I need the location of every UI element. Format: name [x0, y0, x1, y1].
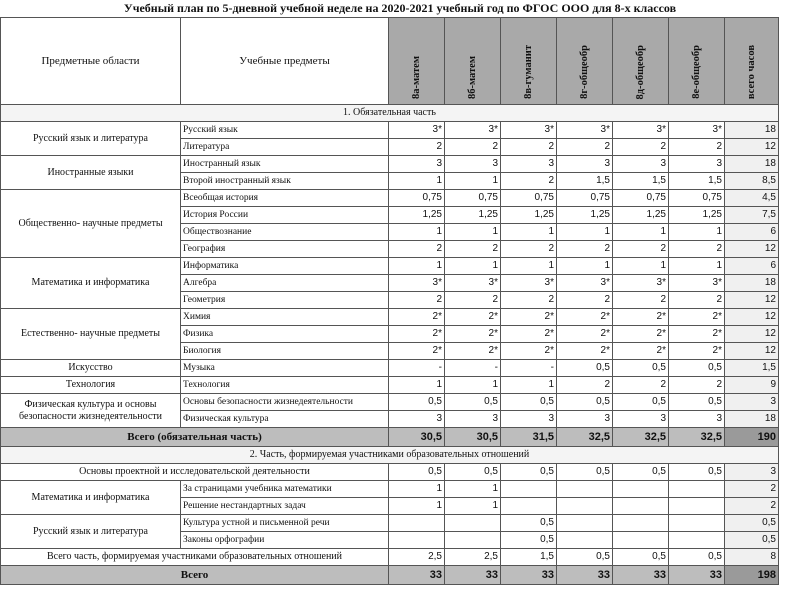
hours-cell: [557, 481, 613, 498]
hours-cell: 1: [389, 481, 445, 498]
hours-cell: [389, 532, 445, 549]
hours-cell: 2*: [501, 343, 557, 360]
hours-cell: 3*: [613, 122, 669, 139]
hours-cell: [669, 515, 725, 532]
subject-row: [1, 190, 779, 207]
subject-name: Культура устной и письменной речи: [181, 515, 389, 532]
hours-cell: 2: [669, 292, 725, 309]
hours-cell: 0,5: [445, 464, 501, 481]
subject-name: Физическая культура: [181, 411, 389, 428]
total-hours-cell: 9: [725, 377, 779, 394]
subject-row: [1, 309, 779, 326]
total-hours-cell: 8: [725, 549, 779, 566]
total-hours-cell: 12: [725, 292, 779, 309]
hours-cell: 33: [669, 566, 725, 585]
subject-area: Математика и информатика: [1, 258, 181, 309]
subject-name: Физика: [181, 326, 389, 343]
hours-cell: 2*: [669, 309, 725, 326]
hours-cell: 32,5: [669, 428, 725, 447]
hours-cell: 33: [501, 566, 557, 585]
hours-cell: -: [501, 360, 557, 377]
header-subject: Учебные предметы: [181, 18, 389, 105]
hours-cell: 1: [389, 377, 445, 394]
hours-cell: 1: [445, 377, 501, 394]
total-hours-cell: 2: [725, 481, 779, 498]
subject-row: [1, 258, 779, 275]
hours-cell: 1,5: [557, 173, 613, 190]
hours-cell: [445, 515, 501, 532]
subject-name: За страницами учебника математики: [181, 481, 389, 498]
total-hours-cell: 18: [725, 275, 779, 292]
hours-cell: 3*: [613, 275, 669, 292]
header-class-4: 8г-общеобр: [557, 18, 613, 105]
subject-row: [1, 481, 779, 498]
hours-cell: 2*: [669, 343, 725, 360]
hours-cell: 0,75: [445, 190, 501, 207]
hours-cell: 1,25: [389, 207, 445, 224]
hours-cell: 3: [613, 411, 669, 428]
total-optional-label: Всего часть, формируемая участниками образовательных отношений: [1, 549, 389, 566]
hours-cell: 0,5: [669, 360, 725, 377]
total-hours-cell: 12: [725, 241, 779, 258]
hours-cell: 2*: [613, 309, 669, 326]
header-class-1: 8а-матем: [389, 18, 445, 105]
hours-cell: 2: [557, 377, 613, 394]
hours-cell: [669, 498, 725, 515]
hours-cell: -: [389, 360, 445, 377]
total-hours-cell: 7,5: [725, 207, 779, 224]
total-label: Всего: [1, 566, 389, 585]
hours-cell: 2*: [557, 343, 613, 360]
hours-cell: 3: [501, 411, 557, 428]
curriculum-table: [0, 17, 779, 585]
plan-title: Учебный план по 5-дневной учебной неделе на 2020-2021 учебный год по ФГОС ООО для 8-х классов: [123, 1, 677, 15]
total-hours-cell: 0,5: [725, 515, 779, 532]
hours-cell: 31,5: [501, 428, 557, 447]
hours-cell: 2: [445, 139, 501, 156]
hours-cell: 2: [669, 139, 725, 156]
hours-cell: 0,75: [669, 190, 725, 207]
project-row: [1, 464, 779, 481]
total-label: Всего (обязательная часть): [1, 428, 389, 447]
hours-cell: 3: [389, 411, 445, 428]
hours-cell: 1,25: [501, 207, 557, 224]
hours-cell: 2,5: [445, 549, 501, 566]
subject-row: [1, 122, 779, 139]
section-row: [1, 447, 779, 464]
subject-area: Технология: [1, 377, 181, 394]
hours-cell: 0,5: [557, 464, 613, 481]
subject-name: Обществознание: [181, 224, 389, 241]
hours-cell: [557, 515, 613, 532]
hours-cell: 0,5: [669, 394, 725, 411]
total-hours-cell: 0,5: [725, 532, 779, 549]
subject-row: [1, 360, 779, 377]
total-hours-cell: 2: [725, 498, 779, 515]
total-hours-cell: 3: [725, 464, 779, 481]
subject-area: Физическая культура и основы безопасности жизнедеятельности: [1, 394, 181, 428]
hours-cell: [557, 498, 613, 515]
total-hours-cell: 198: [725, 566, 779, 585]
subject-name: Биология: [181, 343, 389, 360]
hours-cell: 0,5: [613, 360, 669, 377]
hours-cell: 2: [501, 173, 557, 190]
hours-cell: [613, 515, 669, 532]
hours-cell: 1: [389, 498, 445, 515]
hours-cell: 2: [501, 139, 557, 156]
hours-cell: 0,5: [669, 464, 725, 481]
hours-cell: 2: [501, 241, 557, 258]
subject-name: Алгебра: [181, 275, 389, 292]
hours-cell: 32,5: [557, 428, 613, 447]
total-hours-cell: 18: [725, 411, 779, 428]
hours-cell: 3: [669, 156, 725, 173]
hours-cell: 0,75: [501, 190, 557, 207]
hours-cell: 2*: [445, 326, 501, 343]
hours-cell: [501, 498, 557, 515]
hours-cell: 2*: [613, 343, 669, 360]
section-title: 2. Часть, формируемая участниками образовательных отношений: [1, 447, 779, 464]
total-optional-row: [1, 549, 779, 566]
hours-cell: 0,75: [557, 190, 613, 207]
hours-cell: 1,25: [613, 207, 669, 224]
header-class-6: 8е-общеобр: [669, 18, 725, 105]
hours-cell: 0,5: [613, 549, 669, 566]
subject-area: Естественно- научные предметы: [1, 309, 181, 360]
hours-cell: 1,25: [445, 207, 501, 224]
header-class-2: 8б-матем: [445, 18, 501, 105]
project-area: Основы проектной и исследовательской деятельности: [1, 464, 389, 481]
hours-cell: 3: [445, 156, 501, 173]
total-hours-cell: 6: [725, 224, 779, 241]
total-hours-cell: 6: [725, 258, 779, 275]
header-class-3: 8в-гуманит: [501, 18, 557, 105]
subject-area: Искусство: [1, 360, 181, 377]
hours-cell: 2: [613, 241, 669, 258]
total-hours-cell: 18: [725, 122, 779, 139]
subject-row: [1, 515, 779, 532]
subject-area: Общественно- научные предметы: [1, 190, 181, 258]
total-hours-cell: 8,5: [725, 173, 779, 190]
subject-name: Решение нестандартных задач: [181, 498, 389, 515]
total-hours-cell: 1,5: [725, 360, 779, 377]
hours-cell: 30,5: [445, 428, 501, 447]
hours-cell: 2*: [445, 343, 501, 360]
hours-cell: 3: [557, 411, 613, 428]
subject-area: Русский язык и литература: [1, 515, 181, 549]
header-total: всего часов: [725, 18, 779, 105]
hours-cell: 0,5: [389, 394, 445, 411]
hours-cell: 2: [613, 292, 669, 309]
hours-cell: 30,5: [389, 428, 445, 447]
hours-cell: 2*: [669, 326, 725, 343]
hours-cell: [613, 481, 669, 498]
hours-cell: [669, 532, 725, 549]
hours-cell: 3*: [669, 275, 725, 292]
hours-cell: 1: [389, 258, 445, 275]
subject-row: [1, 394, 779, 411]
hours-cell: 0,5: [501, 515, 557, 532]
hours-cell: 1,25: [669, 207, 725, 224]
hours-cell: 0,5: [613, 464, 669, 481]
hours-cell: 2: [613, 139, 669, 156]
subject-name: Основы безопасности жизнедеятельности: [181, 394, 389, 411]
hours-cell: 3*: [669, 122, 725, 139]
hours-cell: 2: [557, 292, 613, 309]
total-hours-cell: 12: [725, 139, 779, 156]
hours-cell: 1: [669, 258, 725, 275]
hours-cell: [613, 532, 669, 549]
hours-cell: 1: [613, 258, 669, 275]
hours-cell: 3: [501, 156, 557, 173]
hours-cell: 0,75: [389, 190, 445, 207]
hours-cell: 2: [445, 241, 501, 258]
hours-cell: 3*: [557, 275, 613, 292]
hours-cell: 33: [613, 566, 669, 585]
hours-cell: 2*: [557, 309, 613, 326]
hours-cell: 0,5: [501, 394, 557, 411]
hours-cell: 1: [501, 224, 557, 241]
subject-name: География: [181, 241, 389, 258]
hours-cell: 2*: [501, 326, 557, 343]
section-title: 1. Обязательная часть: [1, 105, 779, 122]
hours-cell: 3*: [445, 275, 501, 292]
hours-cell: 2*: [389, 326, 445, 343]
hours-cell: [669, 481, 725, 498]
hours-cell: 1,25: [557, 207, 613, 224]
hours-cell: 2*: [501, 309, 557, 326]
subject-name: Литература: [181, 139, 389, 156]
subject-name: Второй иностранный язык: [181, 173, 389, 190]
hours-cell: 1: [613, 224, 669, 241]
hours-cell: 32,5: [613, 428, 669, 447]
total-hours-cell: 12: [725, 309, 779, 326]
subject-row: [1, 377, 779, 394]
hours-cell: 2: [557, 139, 613, 156]
hours-cell: 2: [445, 292, 501, 309]
hours-cell: 0,5: [613, 394, 669, 411]
hours-cell: [445, 532, 501, 549]
hours-cell: [613, 498, 669, 515]
hours-cell: 3*: [389, 122, 445, 139]
hours-cell: 1: [445, 224, 501, 241]
hours-cell: 0,5: [557, 360, 613, 377]
hours-cell: 0,5: [669, 549, 725, 566]
hours-cell: 3*: [389, 275, 445, 292]
subject-name: Русский язык: [181, 122, 389, 139]
hours-cell: 3*: [557, 122, 613, 139]
hours-cell: 2: [669, 241, 725, 258]
hours-cell: 0,75: [613, 190, 669, 207]
grand-total-row: [1, 566, 779, 585]
subject-name: Химия: [181, 309, 389, 326]
total-hours-cell: 12: [725, 326, 779, 343]
table-body: [1, 18, 779, 585]
subject-name: Иностранный язык: [181, 156, 389, 173]
hours-cell: 3: [445, 411, 501, 428]
hours-cell: 2: [557, 241, 613, 258]
total-mandatory-row: [1, 428, 779, 447]
hours-cell: 33: [557, 566, 613, 585]
hours-cell: 1,5: [669, 173, 725, 190]
hours-cell: 0,5: [557, 394, 613, 411]
hours-cell: 2: [389, 292, 445, 309]
subject-row: [1, 156, 779, 173]
hours-cell: 3: [389, 156, 445, 173]
hours-cell: -: [445, 360, 501, 377]
subject-name: История России: [181, 207, 389, 224]
subject-area: Русский язык и литература: [1, 122, 181, 156]
hours-cell: 1: [557, 258, 613, 275]
hours-cell: 1: [389, 224, 445, 241]
total-hours-cell: 18: [725, 156, 779, 173]
hours-cell: [557, 532, 613, 549]
total-hours-cell: 4,5: [725, 190, 779, 207]
hours-cell: 3*: [501, 275, 557, 292]
hours-cell: 3*: [501, 122, 557, 139]
hours-cell: 33: [389, 566, 445, 585]
hours-cell: 2*: [557, 326, 613, 343]
header-area: Предметные области: [1, 18, 181, 105]
hours-cell: 2*: [445, 309, 501, 326]
subject-name: Технология: [181, 377, 389, 394]
hours-cell: 0,5: [501, 464, 557, 481]
hours-cell: 1: [669, 224, 725, 241]
total-hours-cell: 3: [725, 394, 779, 411]
hours-cell: 0,5: [557, 549, 613, 566]
hours-cell: 1,5: [613, 173, 669, 190]
hours-cell: 3: [557, 156, 613, 173]
subject-area: Математика и информатика: [1, 481, 181, 515]
hours-cell: 1: [557, 224, 613, 241]
subject-name: Музыка: [181, 360, 389, 377]
subject-name: Геометрия: [181, 292, 389, 309]
hours-cell: 2: [389, 241, 445, 258]
hours-cell: 2*: [613, 326, 669, 343]
hours-cell: 2*: [389, 343, 445, 360]
hours-cell: 1: [445, 481, 501, 498]
hours-cell: 1: [445, 258, 501, 275]
hours-cell: 1,5: [501, 549, 557, 566]
hours-cell: 2: [389, 139, 445, 156]
hours-cell: [501, 481, 557, 498]
subject-name: Законы орфографии: [181, 532, 389, 549]
hours-cell: 1: [501, 258, 557, 275]
header-row: [1, 18, 779, 105]
hours-cell: 0,5: [501, 532, 557, 549]
hours-cell: 3*: [445, 122, 501, 139]
hours-cell: 0,5: [389, 464, 445, 481]
hours-cell: 2*: [389, 309, 445, 326]
hours-cell: 1: [501, 377, 557, 394]
hours-cell: 1: [445, 173, 501, 190]
total-hours-cell: 190: [725, 428, 779, 447]
hours-cell: 33: [445, 566, 501, 585]
hours-cell: 2: [613, 377, 669, 394]
hours-cell: 1: [445, 498, 501, 515]
hours-cell: 1: [389, 173, 445, 190]
hours-cell: [389, 515, 445, 532]
hours-cell: 2: [669, 377, 725, 394]
hours-cell: 2: [501, 292, 557, 309]
hours-cell: 3: [669, 411, 725, 428]
header-class-5: 8д-общеобр: [613, 18, 669, 105]
subject-area: Иностранные языки: [1, 156, 181, 190]
hours-cell: 0,5: [445, 394, 501, 411]
subject-name: Информатика: [181, 258, 389, 275]
subject-name: Всеобщая история: [181, 190, 389, 207]
hours-cell: 2,5: [389, 549, 445, 566]
total-hours-cell: 12: [725, 343, 779, 360]
hours-cell: 3: [613, 156, 669, 173]
section-row: [1, 105, 779, 122]
